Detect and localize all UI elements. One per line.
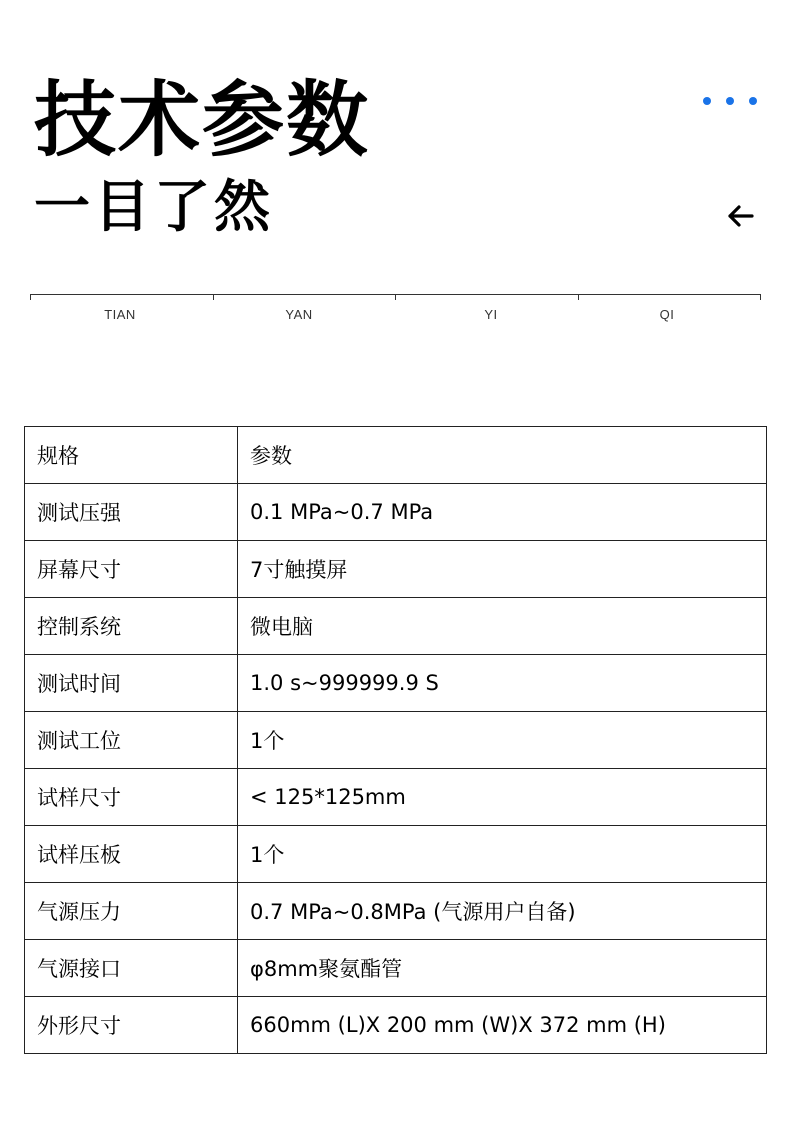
table-row: [25, 655, 767, 712]
spec-name-cell: 测试工位: [25, 712, 238, 769]
table-row: [25, 598, 767, 655]
ruler-label-qi: QI: [659, 307, 675, 322]
spec-value-cell: 1.0 s~999999.9 S: [238, 655, 767, 712]
spec-name-cell: 试样压板: [25, 826, 238, 883]
spec-name-cell: 外形尺寸: [25, 997, 238, 1054]
spec-table: [24, 426, 767, 1054]
column-header-value: 参数: [238, 427, 767, 484]
table-row: [25, 997, 767, 1054]
table-row: [25, 484, 767, 541]
spec-name-cell: 测试压强: [25, 484, 238, 541]
ruler-tick: [30, 295, 31, 300]
arrow-left-icon[interactable]: [724, 202, 756, 230]
ruler-tick: [578, 295, 579, 300]
page-title: 技术参数: [34, 73, 371, 168]
table-row: [25, 769, 767, 826]
page-subtitle: 一目了然: [34, 175, 274, 240]
spec-name-cell: 试样尺寸: [25, 769, 238, 826]
spec-value-cell: φ8mm聚氨酯管: [238, 940, 767, 997]
ruler-tick: [395, 295, 396, 300]
spec-name-cell: 气源接口: [25, 940, 238, 997]
dot: [749, 97, 757, 105]
ruler-tick: [760, 295, 761, 300]
table-row: [25, 712, 767, 769]
section-ruler: [30, 294, 761, 301]
ruler-label-tian: TIAN: [104, 307, 136, 322]
spec-name-cell: 控制系统: [25, 598, 238, 655]
table-row: [25, 940, 767, 997]
ruler-tick: [213, 295, 214, 300]
table-row: [25, 826, 767, 883]
table-header-row: [25, 427, 767, 484]
table-row: [25, 541, 767, 598]
spec-value-cell: 0.1 MPa~0.7 MPa: [238, 484, 767, 541]
spec-value-cell: 1个: [238, 712, 767, 769]
spec-value-cell: 660mm (L)X 200 mm (W)X 372 mm (H): [238, 997, 767, 1054]
ruler-label-yi: YI: [484, 307, 498, 322]
spec-value-cell: 7寸触摸屏: [238, 541, 767, 598]
spec-name-cell: 测试时间: [25, 655, 238, 712]
spec-value-cell: 1个: [238, 826, 767, 883]
table-row: [25, 883, 767, 940]
spec-name-cell: 屏幕尺寸: [25, 541, 238, 598]
more-dots-icon[interactable]: [703, 97, 763, 107]
spec-value-cell: < 125*125mm: [238, 769, 767, 826]
ruler-label-yan: YAN: [285, 307, 313, 322]
spec-value-cell: 微电脑: [238, 598, 767, 655]
column-header-spec: 规格: [25, 427, 238, 484]
dot: [703, 97, 711, 105]
spec-value-cell: 0.7 MPa~0.8MPa (气源用户自备): [238, 883, 767, 940]
dot: [726, 97, 734, 105]
spec-name-cell: 气源压力: [25, 883, 238, 940]
